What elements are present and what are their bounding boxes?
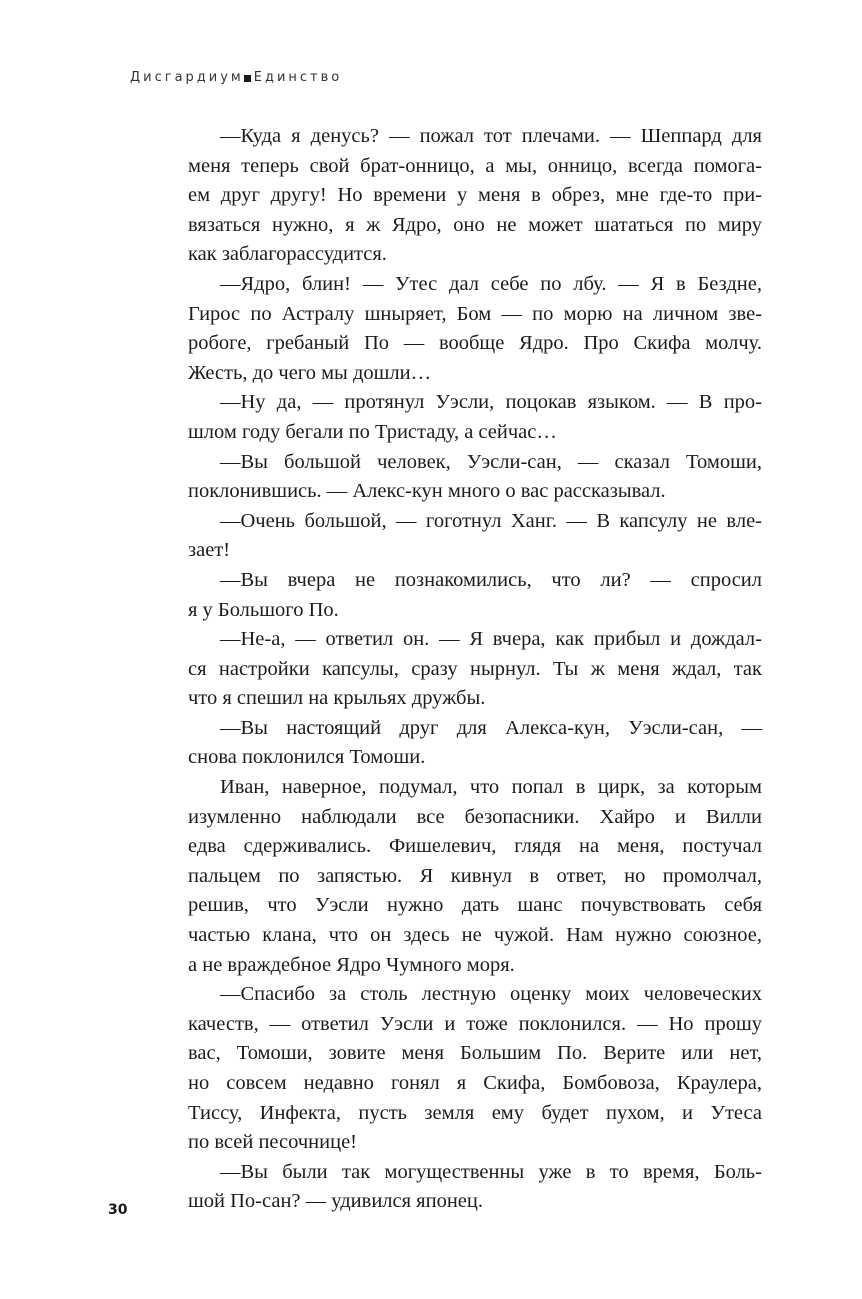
separator-square-icon <box>244 75 251 82</box>
text-line: едва сдерживались. Фишелевич, глядя на меня, постучал <box>188 835 762 858</box>
text-line: Тиссу, Инфекта, пусть земля ему будет пухом, и Утеса <box>188 1101 762 1124</box>
text-line: что я спешил на крыльях дружбы. <box>188 687 486 710</box>
text-line: решив, что Уэсли нужно дать шанс почувствовать себя <box>188 894 762 917</box>
text-line: —Ну да, — протянул Уэсли, поцокав языком. — В про- <box>220 391 762 414</box>
text-line: зает! <box>188 539 231 562</box>
text-line: качеств, — ответил Уэсли и тоже поклонился. — Но прошу <box>188 1012 762 1035</box>
text-line: Жесть, до чего мы дошли… <box>188 361 432 384</box>
book-title: Дисгардиум <box>130 70 244 85</box>
volume-title: Единство <box>253 70 343 85</box>
text-line: как заблагорассудится. <box>188 243 387 266</box>
text-line: ем друг другу! Но времени у меня в обрез, мне где-то при- <box>188 184 762 207</box>
body-text <box>188 122 762 1217</box>
text-line: —Вы настоящий друг для Алекса-кун, Уэсли-сан, — <box>220 716 762 739</box>
text-line: ся настройки капсулы, сразу нырнул. Ты ж меня ждал, так <box>188 657 762 680</box>
text-line: шлом году бегали по Тристаду, а сейчас… <box>188 420 557 443</box>
text-line: —Спасибо за столь лестную оценку моих человеческих <box>220 983 762 1006</box>
running-head <box>130 70 342 85</box>
text-line: частью клана, что он здесь не чужой. Нам нужно союзное, <box>188 924 762 947</box>
text-line: пальцем по запястью. Я кивнул в ответ, но промолчал, <box>188 864 762 887</box>
text-line: а не враждебное Ядро Чумного моря. <box>188 953 515 976</box>
text-line: —Вы были так могущественны уже в то время, Боль- <box>220 1160 762 1183</box>
text-line: по всей песочнице! <box>188 1131 357 1154</box>
text-line: но совсем недавно гонял я Скифа, Бомбовоза, Краулера, <box>188 1072 762 1094</box>
text-line: изумленно наблюдали все безопасники. Хайро и Вилли <box>188 805 762 828</box>
text-line: робоге, гребаный По — вообще Ядро. Про Скифа молчу. <box>188 332 762 355</box>
text-line: шой По-сан? — удивился японец. <box>188 1190 483 1213</box>
text-line: —Куда я денусь? — пожал тот плечами. — Шеппард для <box>220 125 762 147</box>
text-line: снова поклонился Томоши. <box>188 746 426 769</box>
text-line: поклонившись. — Алекс-кун много о вас рассказывал. <box>188 480 666 503</box>
text-line: —Вы вчера не познакомились, что ли? — спросил <box>220 568 762 591</box>
text-line: —Не-а, — ответил он. — Я вчера, как прибыл и дождал- <box>220 628 762 651</box>
text-line: вязаться нужно, я ж Ядро, оно не может шататься по миру <box>188 213 762 236</box>
text-line: вас, Томоши, зовите меня Большим По. Верите или нет, <box>188 1042 762 1065</box>
text-line: Гирос по Астралу шныряет, Бом — по морю на личном зве- <box>188 302 762 325</box>
text-line: я у Большого По. <box>188 598 339 621</box>
text-line: меня теперь свой брат-онницо, а мы, онницо, всегда помога- <box>188 154 762 177</box>
text-line: —Ядро, блин! — Утес дал себе по лбу. — Я в Бездне, <box>220 272 762 295</box>
text-line: Иван, наверное, подумал, что попал в цирк, за которым <box>220 776 762 799</box>
text-line: —Очень большой, — гоготнул Ханг. — В капсулу не вле- <box>220 509 762 532</box>
page-number: 30 <box>108 1202 128 1218</box>
text-line: —Вы большой человек, Уэсли-сан, — сказал Томоши, <box>220 450 762 473</box>
